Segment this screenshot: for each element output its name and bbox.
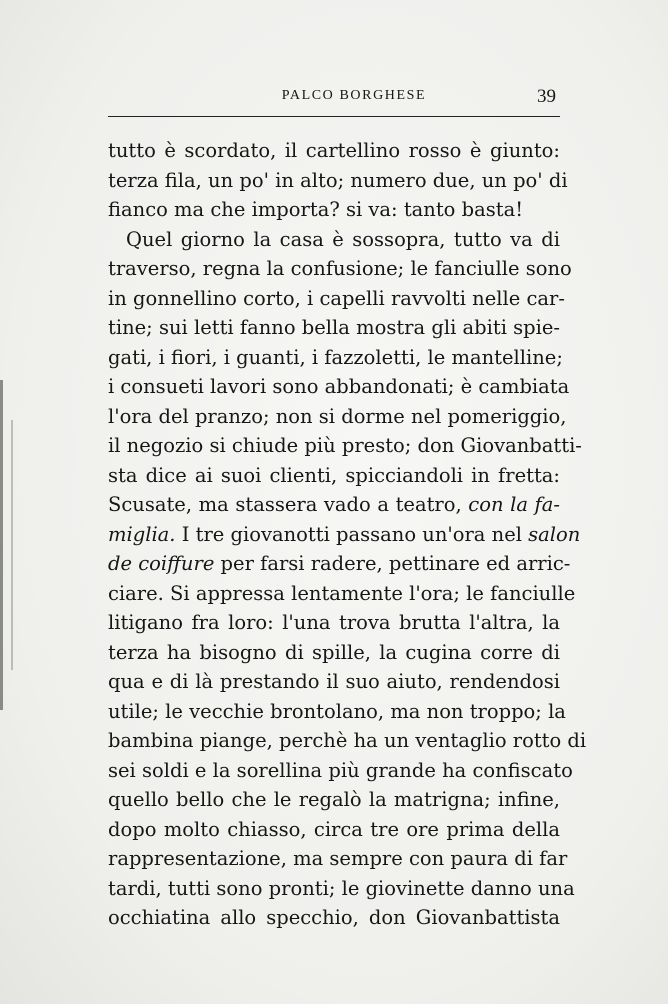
italic-segment: con la fa- xyxy=(468,493,560,516)
text-line: gati, i fiori, i guanti, i fazzoletti, le mantelline; xyxy=(108,345,563,369)
text-line: utile; le vecchie brontolano, ma non troppo; la xyxy=(108,699,566,723)
text-line: qua e di là prestando il suo aiuto, rendendosi xyxy=(108,670,560,693)
text-line: terza ha bisogno di spille, la cugina corre di xyxy=(108,640,560,664)
text-line: sta dice ai suoi clienti, spicciandoli in fretta: xyxy=(108,463,560,487)
page-number: 39 xyxy=(537,86,556,107)
text-line: bambina piange, perchè ha un ventaglio rotto di xyxy=(108,729,587,752)
body-text xyxy=(108,136,587,933)
text-line: ciare. Si appressa lentamente l'ora; le fanciulle xyxy=(108,581,576,605)
text-line-mixed xyxy=(108,549,571,579)
text-line: tine; sui letti fanno bella mostra gli abiti spie- xyxy=(108,316,560,339)
italic-segment: salon xyxy=(528,522,581,546)
text-line-mixed xyxy=(108,520,581,550)
text-line: quello bello che le regalò la matrigna; infine, xyxy=(108,788,560,811)
text-line: litigano fra loro: l'una trova brutta l'altra, la xyxy=(108,611,560,634)
text-line: dopo molto chiasso, circa tre ore prima della xyxy=(108,817,560,841)
text-line: in gonnellino corto, i capelli ravvolti nelle car- xyxy=(108,286,565,310)
header-rule xyxy=(108,116,560,117)
text-segment: I tre giovanotti passano un'ora nel xyxy=(175,522,529,546)
text-line: Quel giorno la casa è sossopra, tutto va di xyxy=(126,227,560,251)
text-line: fianco ma che importa? si va: tanto basta! xyxy=(108,198,524,221)
italic-segment: miglia. xyxy=(108,522,176,546)
text-segment: per farsi radere, pettinare ed arric- xyxy=(214,552,571,575)
text-line: il negozio si chiude più presto; don Giovanbatti- xyxy=(108,434,582,457)
text-line: tardi, tutti sono pronti; le giovinette danno una xyxy=(108,876,575,900)
text-line: traverso, regna la confusione; le fanciulle sono xyxy=(108,257,572,280)
page-header xyxy=(108,86,560,112)
text-line: sei soldi e la sorellina più grande ha confiscato xyxy=(108,758,573,782)
italic-segment: de coiffure xyxy=(108,552,215,575)
text-line: occhiatina allo specchio, don Giovanbattista xyxy=(108,906,560,929)
text-line: i consueti lavori sono abbandonati; è cambiata xyxy=(108,375,570,398)
text-line: terza fila, un po' in alto; numero due, un po' di xyxy=(108,168,568,192)
text-line: rappresentazione, ma sempre con paura di far xyxy=(108,847,568,870)
text-line: l'ora del pranzo; non si dorme nel pomeriggio, xyxy=(108,404,567,428)
text-line: tutto è scordato, il cartellino rosso è giunto: xyxy=(108,139,560,162)
running-title: PALCO BORGHESE xyxy=(281,88,427,103)
binding-edge xyxy=(0,380,21,710)
text-line-mixed xyxy=(108,490,560,520)
text-segment: Scusate, ma stassera vado a teatro, xyxy=(108,493,469,516)
